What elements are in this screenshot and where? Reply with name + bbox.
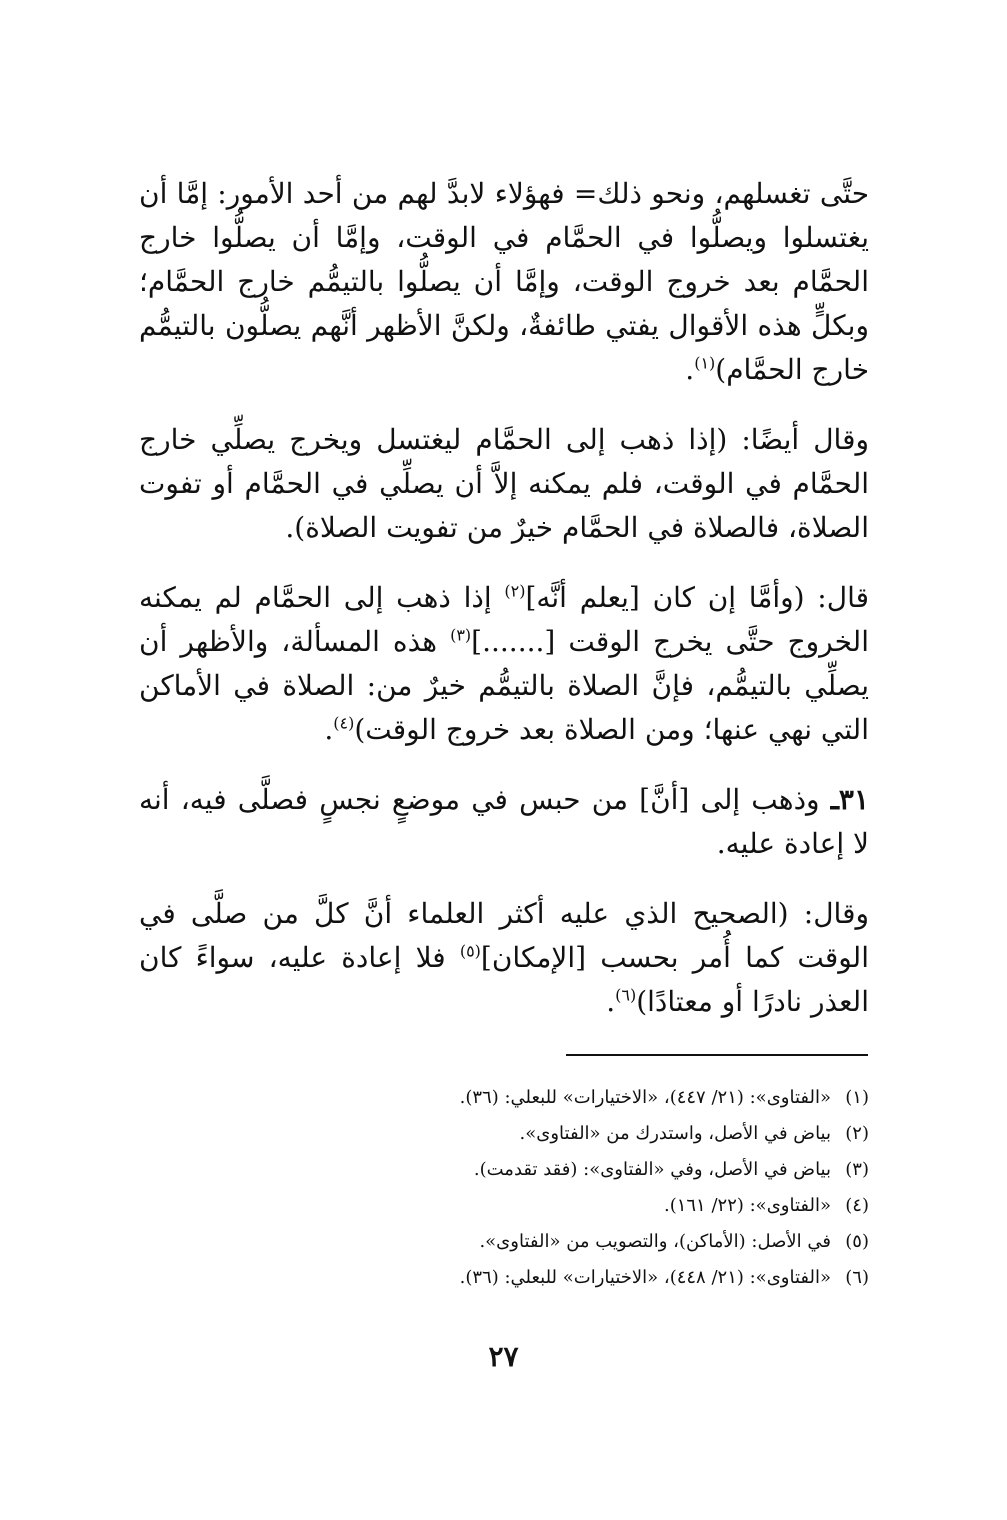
paragraph-text: هذه المسألة، والأظهر أن يصلِّي بالتيمُّم، فإنَّ الصلاة بالتيمُّم خيرٌ من: الصلاة في الأماكن التي نهي عنها؛ ومن الصلاة بعد خروج الوقت)	[139, 625, 869, 746]
paragraph-4	[139, 778, 869, 866]
footnote-number: (٣)	[845, 1159, 869, 1180]
footnote-text: «الفتاوى»: (٢٢/ ١٦١).	[663, 1195, 831, 1216]
footnote-ref-6: (٦)	[615, 985, 637, 1005]
paragraph-end: .	[606, 985, 616, 1018]
paragraph-end: .	[324, 713, 334, 746]
footnote-number: (٦)	[845, 1267, 869, 1288]
paragraph-text: وذهب إلى [أنَّ] من حبس في موضعٍ نجسٍ فصلَّى فيه، أنه لا إعادة عليه.	[139, 783, 869, 860]
footnote-3	[139, 1152, 869, 1188]
footnote-4	[139, 1188, 869, 1224]
footnote-ref-1: (١)	[694, 353, 716, 373]
paragraph-text: وقال: (الصحيح الذي عليه أكثر العلماء أنَّ كلَّ من صلَّى في الوقت كما أُمر بحسب [الإمكان]	[139, 897, 869, 974]
paragraph-text: فلا إعادة عليه، سواءً كان العذر نادرًا أو معتادًا)	[139, 941, 869, 1018]
page-number: ٢٧	[488, 1340, 519, 1373]
footnote-text: «الفتاوى»: (٢١/ ٤٤٧)، «الاختيارات» للبعلي: (٣٦).	[459, 1087, 831, 1108]
paragraph-text: قال: (وأمَّا إن كان [يعلم أنَّه]	[525, 581, 869, 614]
footnote-number: (١)	[845, 1087, 869, 1108]
footnote-1	[139, 1080, 869, 1116]
paragraph-text: حتَّى تغسلهم، ونحو ذلك= فهؤلاء لابدَّ لهم من أحد الأمور: إمَّا أن يغتسلوا ويصلُّوا في الحمَّام في الوقت، وإمَّا أن يصلُّوا خارج الحمَّام بعد خروج الوقت، وإمَّا أن يصلُّوا بالتيمُّم خارج الحمَّام؛ وبكلٍّ هذه الأقوال يفتي طائفةٌ، ولكنَّ الأظهر أنَّهم يصلُّون بالتيمُّم خارج الحمَّام)	[139, 177, 869, 386]
footnotes	[139, 1080, 869, 1296]
paragraph-3	[139, 576, 869, 752]
footnote-ref-4: (٤)	[333, 713, 355, 733]
paragraph-1	[139, 172, 869, 392]
footnote-ref-3: (٣)	[450, 625, 472, 645]
footnote-2	[139, 1116, 869, 1152]
footnote-number: (٥)	[845, 1231, 869, 1252]
footnote-ref-5: (٥)	[459, 941, 481, 961]
footnote-text: في الأصل: (الأماكن)، والتصويب من «الفتاوى».	[479, 1231, 831, 1252]
paragraph-end: .	[685, 353, 695, 386]
footnote-text: بياض في الأصل، واستدرك من «الفتاوى».	[519, 1123, 831, 1144]
footnote-6	[139, 1260, 869, 1296]
footnote-5	[139, 1224, 869, 1260]
paragraph-5	[139, 892, 869, 1024]
footnote-number: (٤)	[845, 1195, 869, 1216]
footnote-separator	[566, 1054, 868, 1056]
footnote-number: (٢)	[845, 1123, 869, 1144]
main-text	[139, 172, 869, 1050]
footnote-text: بياض في الأصل، وفي «الفتاوى»: (فقد تقدمت).	[473, 1159, 831, 1180]
paragraph-text: إذا ذهب إلى الحمَّام لم يمكنه الخروج حتَّى يخرج الوقت [.......]	[139, 581, 869, 658]
issue-number: ٣١ـ	[830, 783, 869, 816]
footnote-ref-2: (٢)	[504, 581, 526, 601]
paragraph-text: وقال أيضًا: (إذا ذهب إلى الحمَّام ليغتسل ويخرج يصلِّي خارج الحمَّام في الوقت، فلم يمكنه إلاَّ أن يصلِّي في الحمَّام أو تفوت الصلاة، فالصلاة في الحمَّام خيرٌ من تفويت الصلاة).	[139, 423, 869, 544]
paragraph-2	[139, 418, 869, 550]
footnote-text: «الفتاوى»: (٢١/ ٤٤٨)، «الاختيارات» للبعلي: (٣٦).	[459, 1267, 831, 1288]
